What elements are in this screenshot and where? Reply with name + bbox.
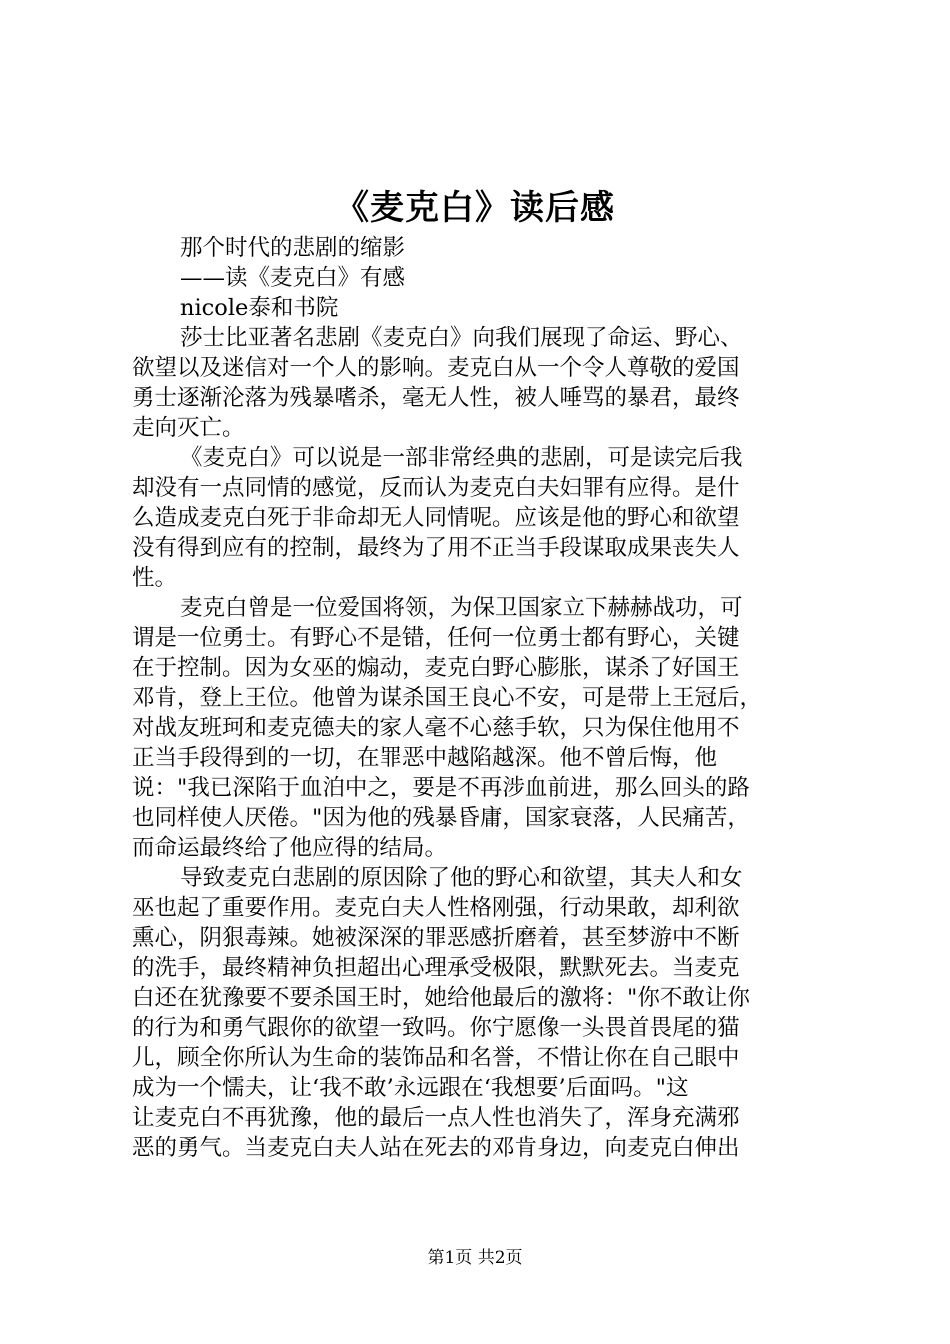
text-line: 对战友班珂和麦克德夫的家人毫不心慈手软，只为保住他用不: [132, 715, 740, 741]
text-line: 说："我已深陷于血泊中之，要是不再涉血前进，那么回头的路: [132, 775, 750, 801]
text-line: 熏心，阴狠毒辣。她被深深的罪恶感折磨着，甚至梦游中不断: [132, 925, 740, 951]
text-line: ——读《麦克白》有感: [180, 265, 406, 291]
text-line: 的洗手，最终精神负担超出心理承受极限，默默死去。当麦克: [132, 955, 740, 981]
text-line: 么造成麦克白死于非命却无人同情呢。应该是他的野心和欲望: [132, 505, 740, 531]
text-line: 性。: [132, 565, 178, 591]
text-line: 邓肯，登上王位。他曾为谋杀国王良心不安，可是带上王冠后，: [132, 685, 763, 711]
text-line: 在于控制。因为女巫的煽动，麦克白野心膨胀，谋杀了好国王: [132, 655, 740, 681]
text-line: 却没有一点同情的感觉，反而认为麦克白夫妇罪有应得。是什: [132, 475, 740, 501]
text-line: 儿，顾全你所认为生命的装饰品和名誉，不惜让你在自己眼中: [132, 1045, 740, 1071]
paragraph: [132, 293, 826, 323]
paragraph: [132, 443, 826, 593]
paragraph: [132, 233, 826, 263]
text-line: 恶的勇气。当麦克白夫人站在死去的邓肯身边，向麦克白伸出: [132, 1135, 740, 1161]
text-line: 白还在犹豫要不要杀国王时，她给他最后的激将："你不敢让你: [132, 985, 750, 1011]
paragraph: [132, 863, 826, 1163]
text-line: 而命运最终给了他应得的结局。: [132, 835, 448, 861]
text-line: 那个时代的悲剧的缩影: [180, 235, 406, 261]
text-line: 莎士比亚著名悲剧《麦克白》向我们展现了命运、野心、: [180, 325, 743, 351]
text-line: 正当手段得到的一切，在罪恶中越陷越深。他不曾后悔，他: [132, 745, 718, 771]
document-body: [132, 233, 826, 1163]
paragraph: [132, 323, 826, 443]
text-line: 麦克白曾是一位爱国将领，为保卫国家立下赫赫战功，可: [180, 595, 743, 621]
paragraph: [132, 593, 826, 863]
page-footer: 第1页 共2页: [427, 1248, 523, 1268]
text-line: 《麦克白》可以说是一部非常经典的悲剧，可是读完后我: [180, 445, 743, 471]
text-line: 谓是一位勇士。有野心不是错，任何一位勇士都有野心，关键: [132, 625, 740, 651]
text-line: 让麦克白不再犹豫，他的最后一点人性也消失了，浑身充满邪: [132, 1105, 740, 1131]
text-line: 勇士逐渐沦落为残暴嗜杀，毫无人性，被人唾骂的暴君，最终: [132, 385, 740, 411]
text-line: 欲望以及迷信对一个人的影响。麦克白从一个令人尊敬的爱国: [132, 355, 740, 381]
document-title: 《麦克白》读后感: [335, 188, 615, 228]
text-line: 成为一个懦夫，让‘我不敢’永远跟在‘我想要’后面吗。"这: [132, 1075, 689, 1101]
text-line: 导致麦克白悲剧的原因除了他的野心和欲望，其夫人和女: [180, 865, 743, 891]
text-line: 没有得到应有的控制，最终为了用不正当手段谋取成果丧失人: [132, 535, 740, 561]
text-line: nicole泰和书院: [180, 295, 339, 321]
text-line: 的行为和勇气跟你的欲望一致吗。你宁愿像一头畏首畏尾的猫: [132, 1015, 740, 1041]
text-line: 也同样使人厌倦。"因为他的残暴昏庸，国家衰落，人民痛苦，: [132, 805, 750, 831]
text-line: 巫也起了重要作用。麦克白夫人性格刚强，行动果敢，却利欲: [132, 895, 740, 921]
paragraph: [132, 263, 826, 293]
text-line: 走向灭亡。: [132, 415, 245, 441]
